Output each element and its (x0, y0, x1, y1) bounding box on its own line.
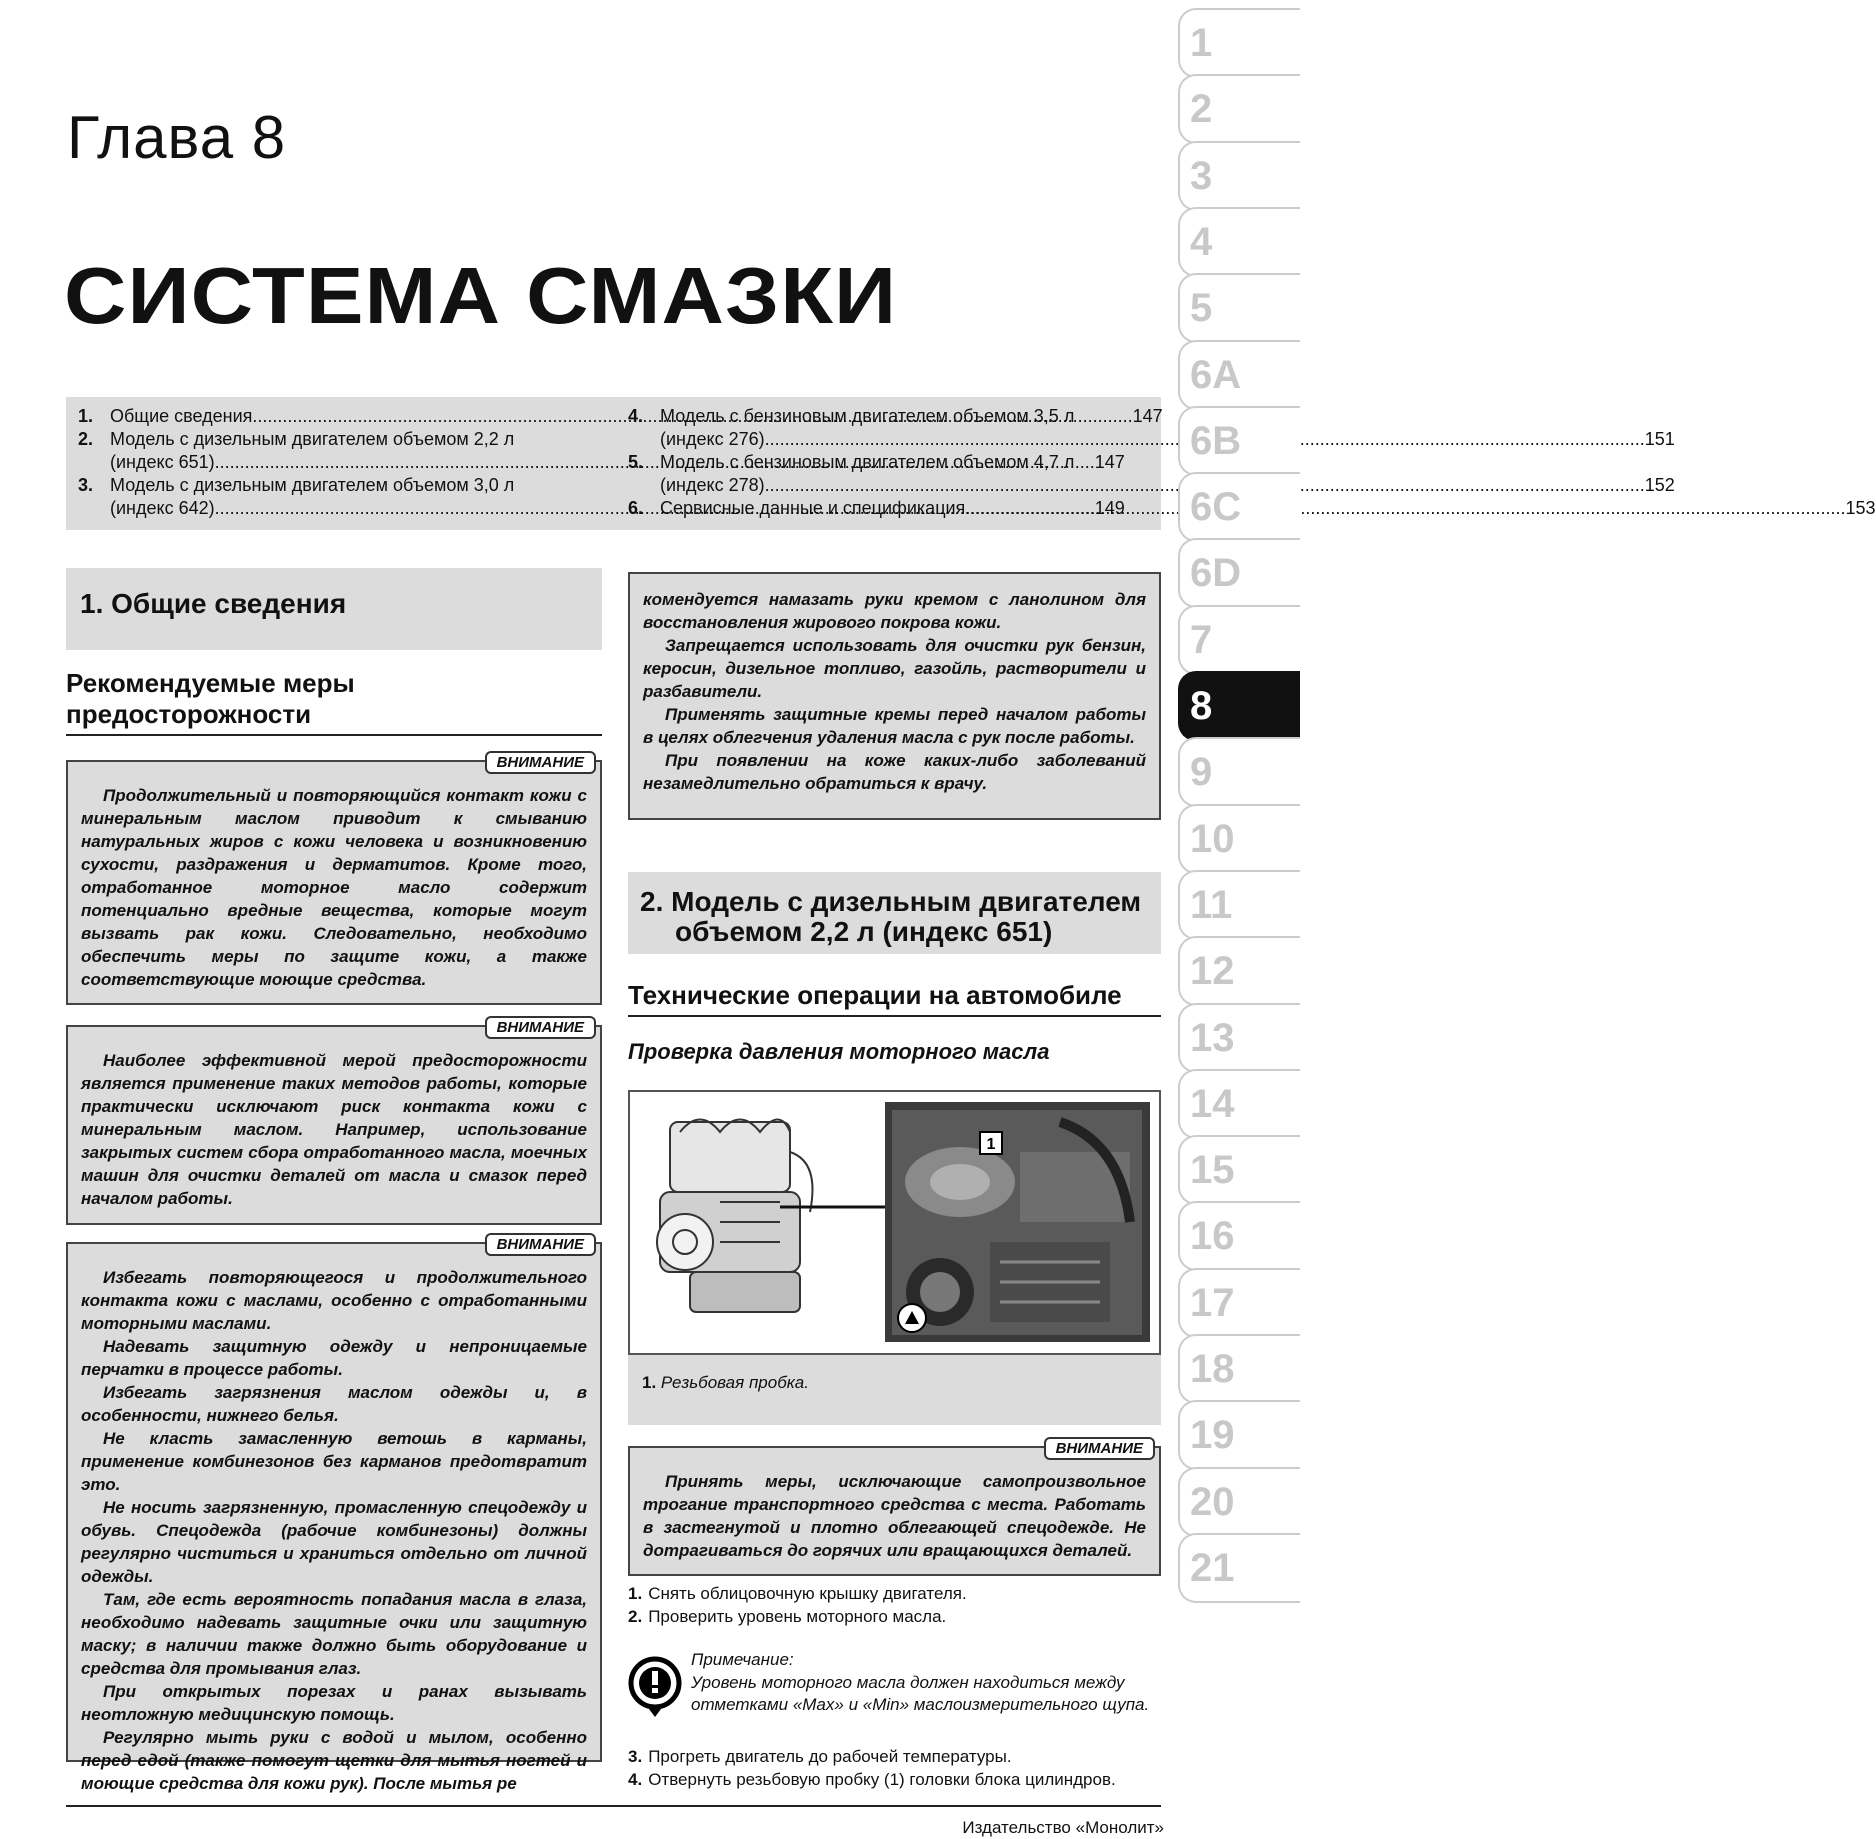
note-text: Уровень моторного масла должен находиться между отметками «Max» и «Min» маслоизмерительного щупа. (691, 1673, 1150, 1714)
chapter-tab-19[interactable]: 19 (1178, 1400, 1300, 1470)
chapter-tab-6b[interactable]: 6B (1178, 406, 1300, 476)
caption-text: Резьбовая пробка. (656, 1373, 809, 1392)
section-1-subtitle (66, 668, 602, 736)
step-number: 2. (628, 1607, 643, 1626)
warning-paragraph: комендуется намазать руки кремом с ланолином для восстановления жирового покрова кожи. (643, 590, 1146, 632)
chapter-tab-10[interactable]: 10 (1178, 804, 1300, 874)
warning-paragraph: Там, где есть вероятность попадания масла в глаза, необходимо надевать защитные очки или защитную маску; в наличии также должно быть оборудование и средства для промывания глаз. (81, 1590, 587, 1678)
toc-item-number: 2. (78, 429, 94, 449)
toc-page-number: 151 (1644, 429, 1675, 449)
callout-number: 1 (986, 1136, 996, 1153)
note-block (628, 1650, 1161, 1725)
warning-paragraph: Запрещается использовать для очистки рук бензин, керосин, дизельное топливо, газойль, растворители и разбавители. (643, 636, 1146, 701)
step-item (628, 1582, 967, 1605)
footer-divider (66, 1805, 1161, 1807)
warning-box-continued (628, 572, 1161, 820)
warning-tag: ВНИМАНИЕ (485, 751, 596, 774)
chapter-tab-5[interactable]: 5 (1178, 273, 1300, 343)
toc-item-text: Модель с дизельным двигателем объемом 2,2 л (110, 429, 515, 449)
warning-box-5 (628, 1440, 1161, 1576)
step-number: 3. (628, 1747, 643, 1766)
warning-paragraph: Избегать повторяющегося и продолжительного контакта кожи с маслами, особенно с отработанными моторными маслами. (81, 1268, 587, 1333)
warning-box-3 (66, 1236, 602, 1793)
caption-number: 1. (642, 1373, 657, 1392)
warning-box-2 (66, 1019, 602, 1225)
chapter-title: СИСТЕМА СМАЗКИ (64, 251, 898, 340)
toc-item-text: (индекс 642) (110, 498, 215, 518)
toc-leader (965, 497, 1845, 520)
warning-tag: ВНИМАНИЕ (485, 1233, 596, 1256)
section-2-subsubtitle: Проверка давления моторного масла (628, 1039, 1050, 1064)
section-2-subtitle: Технические операции на автомобиле (628, 980, 1161, 1017)
engine-figure (628, 1090, 1161, 1355)
chapter-tab-1[interactable]: 1 (1178, 8, 1300, 78)
subtitle-line: предосторожности (66, 699, 312, 729)
warning-paragraph: Надевать защитную одежду и непроницаемые перчатки в процессе работы. (81, 1337, 587, 1379)
chapter-tab-16[interactable]: 16 (1178, 1201, 1300, 1271)
warning-paragraph: Применять защитные кремы перед началом работы в целях облегчения удаления масла с рук после работы. (643, 705, 1146, 747)
step-text: Прогреть двигатель до рабочей температуры. (648, 1747, 1012, 1766)
toc-item-number: 6. (628, 498, 644, 518)
warning-paragraph: Принять меры, исключающие самопроизвольное трогание транспортного средства с места. Работать в застегнутой и плотно облегающей спецодежде. Не дотрагиваться до горячих или вращающихся деталей. (643, 1472, 1146, 1560)
section-2-header (628, 872, 1161, 954)
chapter-label: Глава 8 (67, 104, 287, 171)
chapter-tab-15[interactable]: 15 (1178, 1135, 1300, 1205)
step-item (628, 1605, 967, 1628)
warning-paragraph: Продолжительный и повторяющийся контакт кожи с минеральным маслом приводит к смыванию натуральных жиров с кожи человека и возникновению сухости, раздражения и дерматитов. Кроме того, отработанное моторное масло содержит потенциально вредные вещества, которые могут вызвать рак кожи. Следовательно, необходимо обеспечить меры по защите кожи, а также соответствующие моющие средства. (81, 786, 587, 989)
steps-list-a (628, 1582, 967, 1628)
toc-item-text: (индекс 651) (110, 452, 215, 472)
warning-paragraph: Наиболее эффективной мерой предосторожности является применение таких методов работы, которые практически исключают риск контакта кожи с минеральным маслом. Например, использование закрытых систем сбора отработанного масла, моечных машин для очистки деталей от масла и смазок перед началом работы. (81, 1051, 587, 1208)
toc-item-text: Сервисные данные и спецификация (660, 498, 966, 518)
chapter-tab-9[interactable]: 9 (1178, 737, 1300, 807)
toc-page-number: 152 (1644, 475, 1675, 495)
toc-item-text: Общие сведения (110, 406, 253, 426)
section-1-title: 1. Общие сведения (80, 588, 347, 619)
warning-tag: ВНИМАНИЕ (1044, 1437, 1155, 1460)
section-2-title-line2: объемом 2,2 л (индекс 651) (675, 916, 1053, 947)
toc-item-text: Модель с дизельным двигателем объемом 3,0 л (110, 475, 515, 495)
warning-text (81, 784, 587, 991)
warning-paragraph: Не класть замасленную ветошь в карманы, применение комбинезонов без карманов предотвратит это. (81, 1429, 587, 1494)
warning-text (81, 1266, 587, 1795)
engine-illustration (630, 1092, 1159, 1353)
warning-paragraph: Не носить загрязненную, промасленную спецодежду и обувь. Спецодежда (рабочие комбинезоны) должны регулярно чиститься и храниться отдельно от личной одежды. (81, 1498, 587, 1586)
warning-text (643, 1470, 1146, 1562)
toc-item-number: 1. (78, 406, 94, 426)
warning-text (643, 588, 1146, 795)
toc-item-text: Модель с бензиновым двигателем объемом 3,5 л (660, 406, 1075, 426)
publisher-footer: Издательство «Монолит» (962, 1818, 1164, 1837)
section-1-header (66, 568, 602, 650)
warning-paragraph: При открытых порезах и ранах вызывать неотложную медицинскую помощь. (81, 1682, 587, 1724)
toc-page-number: 147 (1094, 452, 1125, 472)
chapter-tab-6c[interactable]: 6C (1178, 472, 1300, 542)
toc-page-number: 153 (1845, 498, 1876, 518)
chapter-tab-18[interactable]: 18 (1178, 1334, 1300, 1404)
engine-left-image (657, 1120, 813, 1313)
toc-item-number: 3. (78, 475, 94, 495)
note-title: Примечание: (691, 1650, 794, 1669)
engine-photo (885, 1102, 1150, 1342)
step-text: Снять облицовочную крышку двигателя. (648, 1584, 967, 1603)
chapter-tab-17[interactable]: 17 (1178, 1268, 1300, 1338)
toc-item-number: 4. (628, 406, 644, 426)
chapter-tab-11[interactable]: 11 (1178, 870, 1300, 940)
toc-page-number: 149 (1094, 498, 1125, 518)
chapter-tab-4[interactable]: 4 (1178, 207, 1300, 277)
step-number: 1. (628, 1584, 643, 1603)
chapter-tab-7[interactable]: 7 (1178, 605, 1300, 675)
steps-list-b (628, 1745, 1116, 1791)
chapter-tab-6a[interactable]: 6A (1178, 340, 1300, 410)
toc-item-text: (индекс 276) (660, 429, 765, 449)
toc-page-number: 147 (1132, 406, 1163, 426)
chapter-tab-21[interactable]: 21 (1178, 1533, 1300, 1603)
step-item (628, 1745, 1116, 1768)
warning-paragraph: При появлении на коже каких-либо заболеваний незамедлительно обратиться к врачу. (643, 751, 1146, 793)
chapter-tab-12[interactable]: 12 (1178, 936, 1300, 1006)
exclamation-icon (628, 1656, 682, 1718)
chapter-tab-13[interactable]: 13 (1178, 1003, 1300, 1073)
chapter-tab-2[interactable]: 2 (1178, 74, 1300, 144)
step-text: Отвернуть резьбовую пробку (1) головки блока цилиндров. (648, 1770, 1116, 1789)
step-item (628, 1768, 1116, 1791)
toc-item-text: Модель с бензиновым двигателем объемом 4,7 л (660, 452, 1075, 472)
warning-paragraph: Регулярно мыть руки с водой и мылом, особенно перед едой (также помогут щетки для мытья ногтей и моющие средства для кожи рук). После мытья ре (81, 1728, 587, 1793)
warning-paragraph: Избегать загрязнения маслом одежды и, в особенности, нижнего белья. (81, 1383, 587, 1425)
chapter-tab-3[interactable]: 3 (1178, 141, 1300, 211)
toc-item-text: (индекс 278) (660, 475, 765, 495)
step-number: 4. (628, 1770, 643, 1789)
chapter-tab-6d[interactable]: 6D (1178, 538, 1300, 608)
warning-tag: ВНИМАНИЕ (485, 1016, 596, 1039)
chapter-tab-14[interactable]: 14 (1178, 1069, 1300, 1139)
chapter-tab-8[interactable]: 8 (1178, 671, 1300, 741)
toc-item-number: 5. (628, 452, 644, 472)
warning-text (81, 1049, 587, 1210)
step-text: Проверить уровень моторного масла. (648, 1607, 947, 1626)
toc-item (628, 451, 1675, 497)
warning-box-1 (66, 754, 602, 1005)
figure-caption (628, 1355, 1161, 1425)
section-2-title-line1: 2. Модель с дизельным двигателем (640, 886, 1142, 917)
chapter-tab-20[interactable]: 20 (1178, 1467, 1300, 1537)
subtitle-line: Рекомендуемые меры (66, 668, 355, 698)
